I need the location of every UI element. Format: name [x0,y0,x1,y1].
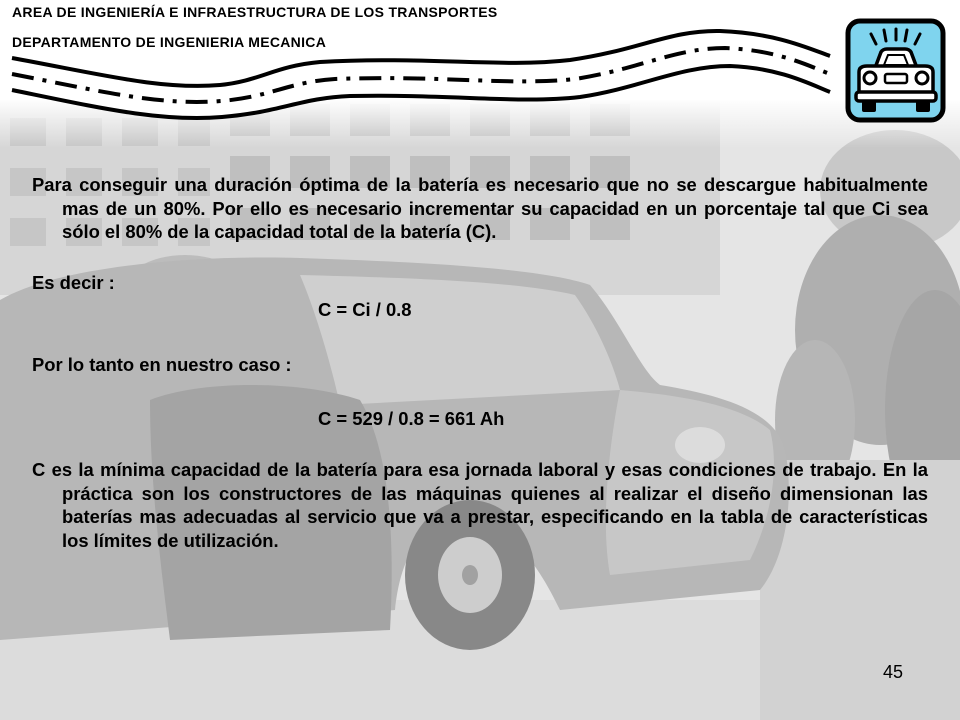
car-icon [845,18,946,123]
formula-result: C = 529 / 0.8 = 661 Ah [318,408,505,429]
page-number: 45 [883,662,904,682]
logo-badge [845,18,946,123]
header-department-title: DEPARTAMENTO DE INGENIERIA MECANICA [12,34,327,50]
paragraph-battery-discharge: Para conseguir una duración óptima de la batería es necesario que no se descargue habitualmente mas de un 80%. Por ello es necesario incrementar su capacidad en un porcentaje tal que Ci sea sólo el 80% de la capacidad total de la batería (C). [32,174,928,242]
formula-capacity: C = Ci / 0.8 [318,299,412,320]
vehicle-windshield [300,275,620,405]
paragraph-es-decir: Es decir : [32,272,115,293]
header-area-title: AREA DE INGENIERÍA E INFRAESTRUCTURA DE LOS TRANSPORTES [12,4,498,20]
paragraph-conclusion: C es la mínima capacidad de la batería para esa jornada laboral y esas condiciones de trabajo. En la práctica son los constructores de las máquinas quienes al realizar el diseño dimensionan las baterías mas adecuadas al servicio que va a prestar, especificando en la tabla de características los límites de utilización. [32,459,928,551]
paragraph-nuestro-caso: Por lo tanto en nuestro caso : [32,354,292,375]
